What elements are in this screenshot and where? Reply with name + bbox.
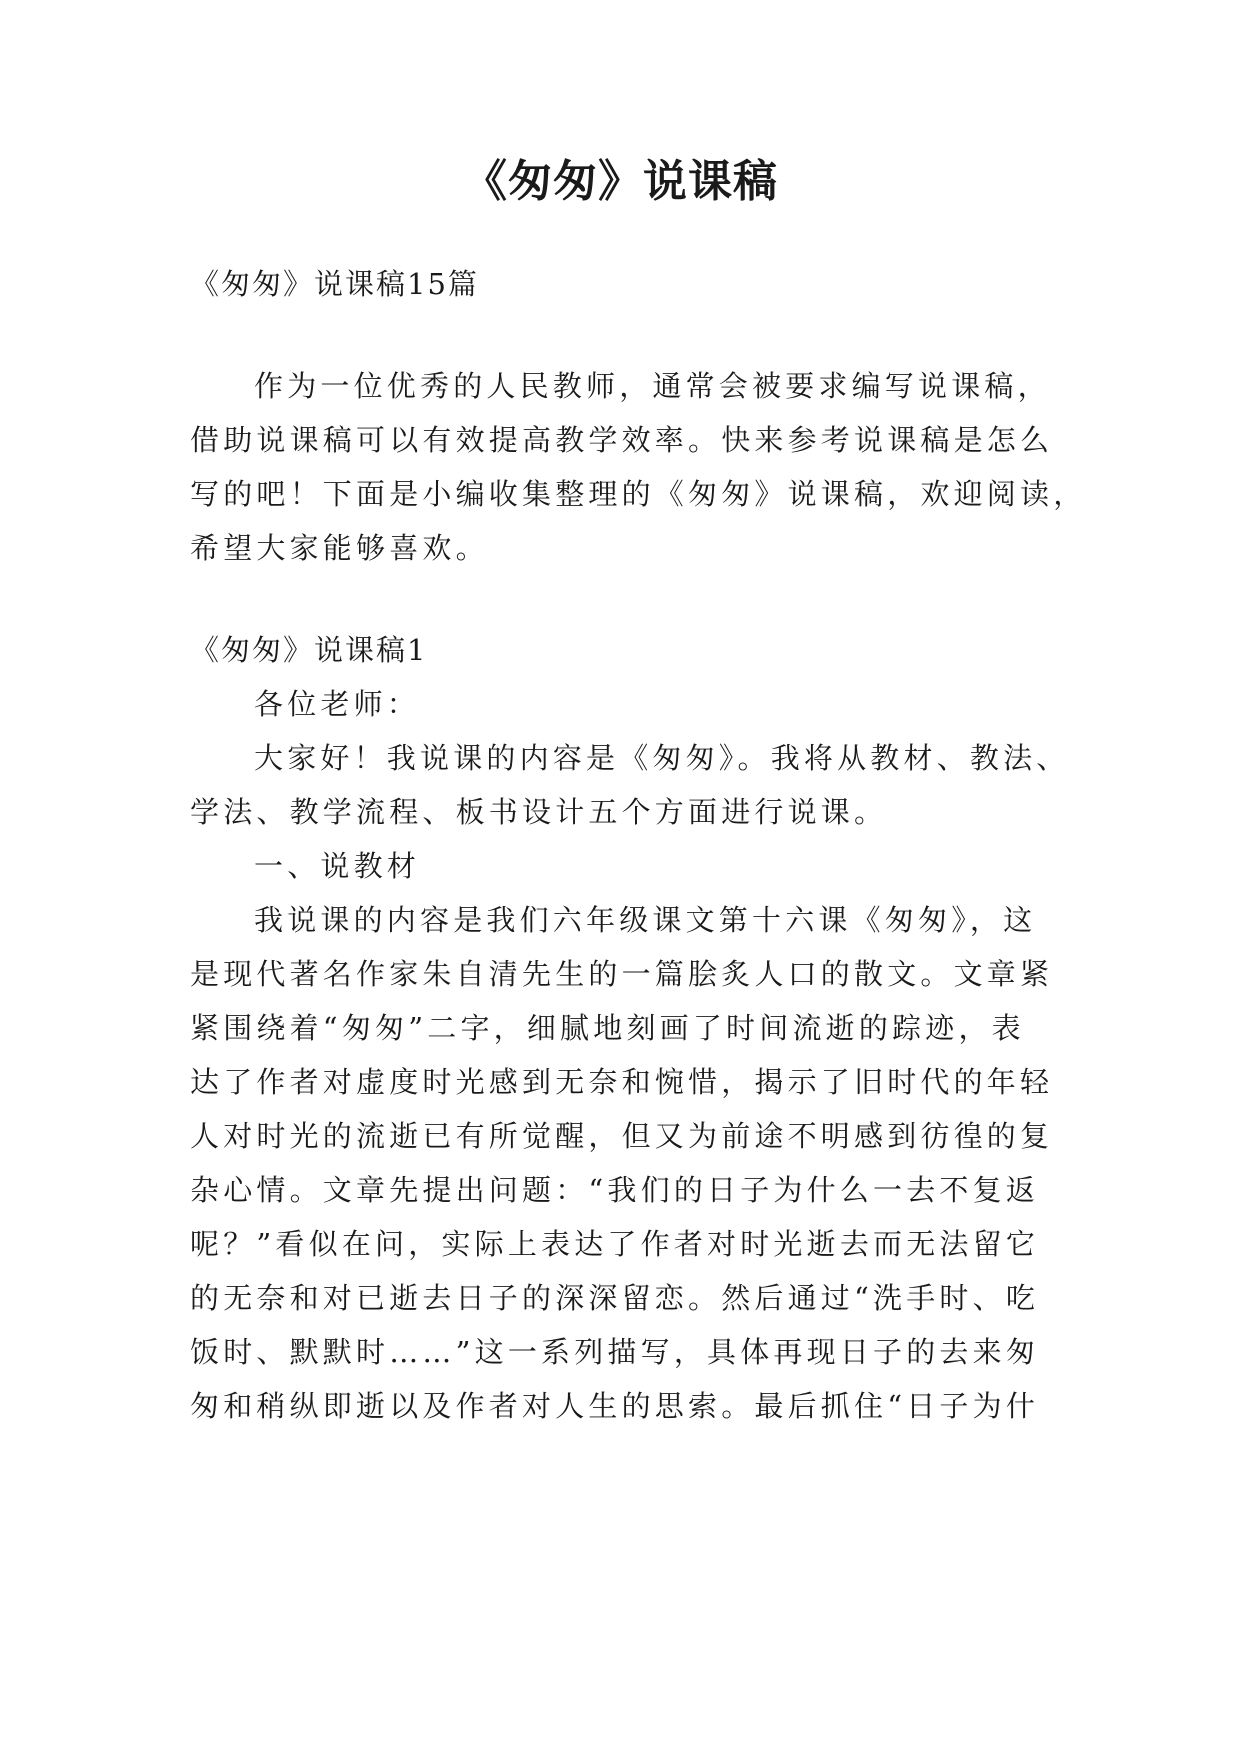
intro-line: 作为一位优秀的人民教师，通常会被要求编写说课稿，: [254, 369, 1051, 403]
body-line: 达了作者对虚度时光感到无奈和惋惜，揭示了旧时代的年轻: [190, 1065, 1054, 1099]
part-heading: 一、说教材: [254, 849, 421, 883]
body-line: 呢？”看似在问，实际上表达了作者对时光逝去而无法留它: [190, 1227, 1040, 1261]
body-line: 的无奈和对已逝去日子的深深留恋。然后通过“洗手时、吃: [190, 1281, 1040, 1315]
opening-line: 学法、教学流程、板书设计五个方面进行说课。: [190, 795, 888, 829]
intro-line: 希望大家能够喜欢。: [190, 531, 489, 565]
document-subtitle: 《匆匆》说课稿15篇: [190, 267, 479, 301]
opening-line: 大家好！我说课的内容是《匆匆》。我将从教材、教法、: [254, 741, 1070, 775]
body-line: 紧围绕着“匆匆”二字，细腻地刻画了时间流逝的踪迹，表: [190, 1011, 1025, 1045]
body-line: 饭时、默默时……”这一系列描写，具体再现日子的去来匆: [190, 1335, 1040, 1369]
body-line: 杂心情。文章先提出问题：“我们的日子为什么一去不复返: [190, 1173, 1040, 1207]
document-title: 《匆匆》说课稿: [463, 156, 778, 207]
body-line: 是现代著名作家朱自清先生的一篇脍炙人口的散文。文章紧: [190, 957, 1054, 991]
section-heading: 《匆匆》说课稿1: [190, 633, 428, 667]
body-line: 人对时光的流逝已有所觉醒，但又为前途不明感到彷徨的复: [190, 1119, 1054, 1153]
greeting: 各位老师：: [254, 687, 421, 721]
intro-line: 借助说课稿可以有效提高教学效率。快来参考说课稿是怎么: [190, 423, 1054, 457]
body-line: 我说课的内容是我们六年级课文第十六课《匆匆》，这: [254, 903, 1037, 937]
body-line: 匆和稍纵即逝以及作者对人生的思索。最后抓住“日子为什: [190, 1389, 1040, 1423]
intro-line: 写的吧！下面是小编收集整理的《匆匆》说课稿，欢迎阅读，: [190, 477, 1087, 511]
